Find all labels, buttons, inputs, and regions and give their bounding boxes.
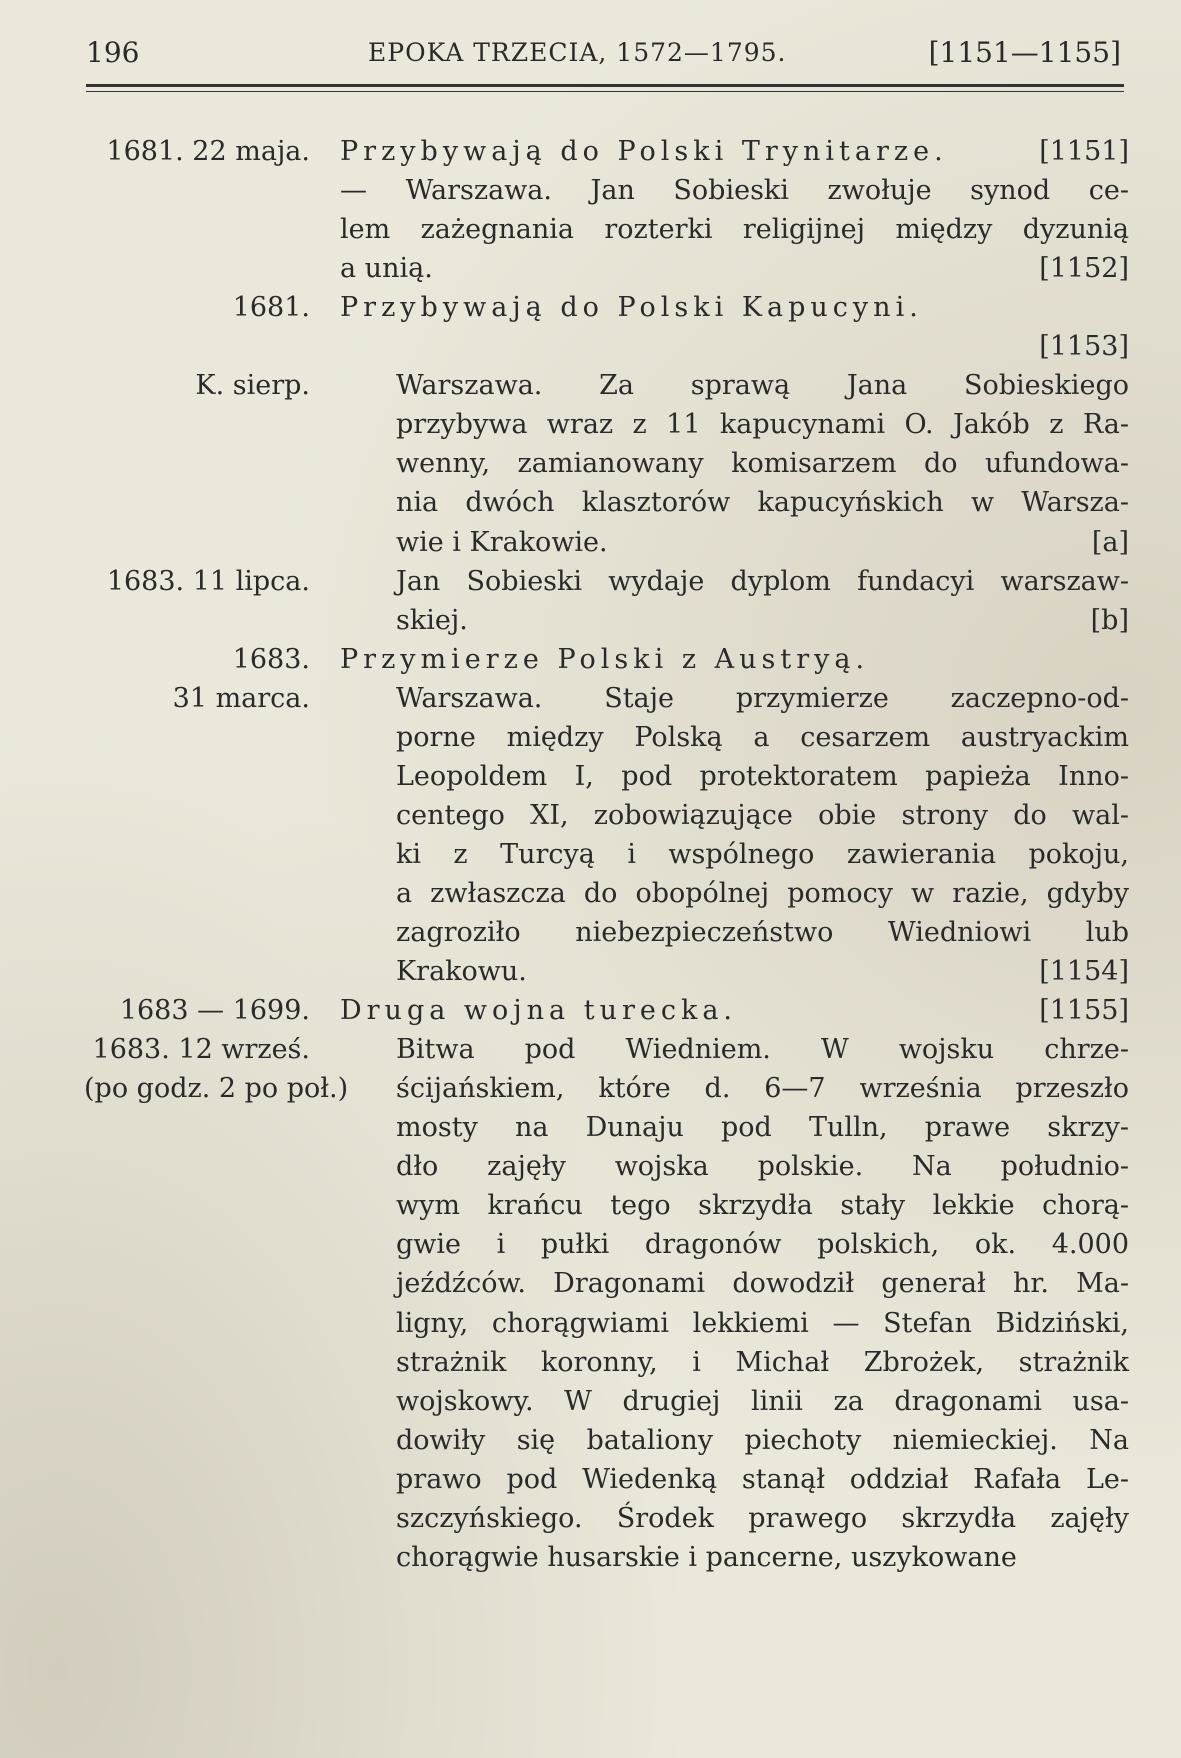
entry-text: Leopoldem I, pod protektoratem papieża Inno- (396, 760, 1129, 792)
entry-text: lem zażegnania rozterki religijnej między dyzunią (340, 214, 1129, 246)
entry-reference: [1155] (1039, 995, 1129, 1027)
entry-date: 1683. 12 wrześ. (92, 1034, 310, 1066)
entry-text: Przymierze Polski z Austryą. (340, 643, 870, 675)
entry-date: 1683 — 1699. (119, 995, 310, 1027)
chronology-line (0, 1343, 1181, 1383)
chronology-line (0, 952, 1181, 992)
entry-text: zagroziło niebezpieczeństwo Wiedniowi lub (396, 917, 1129, 948)
running-title: EPOKA TRZECIA, 1572—1795. (368, 38, 787, 67)
entry-text: mosty na Dunaju pod Tulln, prawe skrzy- (396, 1112, 1129, 1144)
entry-text: a zwłaszcza do obopólnej pomocy w razie, gdyby (396, 877, 1129, 909)
entry-date: 1681. (232, 292, 310, 324)
entry-text: Bitwa pod Wiedniem. W wojsku chrze- (396, 1034, 1129, 1066)
chronology-line (0, 523, 1181, 563)
entry-text: nia dwóch klasztorów kapucyńskich w Warsza- (396, 487, 1129, 519)
entry-text: wym krańcu tego skrzydła stały lekkie chorą- (396, 1190, 1129, 1222)
entry-reference: [1151] (1039, 136, 1129, 167)
entry-text: porne między Polską a cesarzem austryackim (396, 721, 1129, 753)
chronology-line (0, 132, 1181, 172)
chronology-line (0, 171, 1181, 211)
chronology-line (0, 483, 1181, 523)
entry-text: Druga wojna turecka. (340, 995, 737, 1027)
entry-date: K. sierp. (195, 370, 310, 402)
chronology-line (0, 796, 1181, 836)
entry-text: — Warszawa. Jan Sobieski zwołuje synod ce- (340, 175, 1129, 207)
entry-reference: [1153] (1039, 331, 1129, 363)
entry-reference: [b] (1090, 604, 1129, 636)
entry-text: chorągwie husarskie i pancerne, uszykowane (396, 1541, 1017, 1573)
entry-date: 1683. 11 lipca. (106, 565, 310, 597)
chronology-line (0, 874, 1181, 914)
entry-range: [1151—1155] (928, 36, 1121, 69)
chronology-line (0, 718, 1181, 758)
entry-text: dło zajęły wojska polskie. Na południo- (396, 1151, 1129, 1183)
chronology-line (0, 991, 1181, 1031)
chronology-line (0, 1147, 1181, 1187)
entry-date: 31 marca. (172, 682, 310, 714)
chronology-line (0, 249, 1181, 289)
entry-reference: [a] (1091, 526, 1129, 558)
running-header (0, 36, 1181, 76)
entry-text: ki z Turcyą i wspólnego zawierania pokoju, (396, 838, 1129, 870)
chronology-line (0, 1069, 1181, 1109)
chronology-line (0, 1225, 1181, 1265)
entry-text: skiej. (396, 604, 468, 636)
chronology-line (0, 1264, 1181, 1304)
entry-date: (po godz. 2 po poł.) (84, 1073, 349, 1105)
chronology-line (0, 1382, 1181, 1422)
entry-text: wenny, zamianowany komisarzem do ufundowa- (396, 448, 1129, 480)
entry-text: jeźdźców. Dragonami dowodził generał hr. Ma- (396, 1268, 1129, 1300)
entry-text: strażnik koronny, i Michał Zbrożek, strażnik (396, 1346, 1129, 1378)
chronology-line (0, 405, 1181, 445)
entry-text: a unią. (340, 253, 433, 285)
entry-date: 1683. (232, 643, 310, 675)
chronology-line (0, 1538, 1181, 1578)
chronology-line (0, 1186, 1181, 1226)
chronology-line (0, 366, 1181, 406)
chronology-line (0, 327, 1181, 367)
entry-text: wie i Krakowie. (396, 526, 608, 558)
entry-text: gwie i pułki dragonów polskich, ok. 4.000 (396, 1229, 1129, 1261)
entry-text: Warszawa. Staje przymierze zaczepno-od- (396, 682, 1129, 714)
header-rule-thick (86, 84, 1124, 87)
entry-date: 1681. 22 maja. (106, 136, 310, 167)
entry-text: dowiły się bataliony piechoty niemieckiej. Na (396, 1424, 1129, 1456)
entry-text: Krakowu. (396, 956, 527, 988)
chronology-line (0, 1460, 1181, 1500)
entry-text: centego XI, zobowiązujące obie strony do wal- (396, 799, 1129, 831)
chronology-line (0, 1499, 1181, 1539)
entry-text: Przybywają do Polski Kapucyni. (340, 292, 923, 324)
entry-text: przybywa wraz z 11 kapucynami O. Jakób z Ra- (396, 409, 1129, 441)
chronology-line (0, 679, 1181, 719)
chronology-line (0, 288, 1181, 328)
entry-text: szczyńskiego. Środek prawego skrzydła zajęły (396, 1502, 1129, 1534)
entry-text: Jan Sobieski wydaje dyplom fundacyi warszaw- (396, 565, 1129, 597)
entry-text: ligny, chorągwiami lekkiemi — Stefan Bidziński, (396, 1307, 1129, 1339)
chronology-line (0, 640, 1181, 680)
chronology-line (0, 562, 1181, 602)
chronology-line (0, 1304, 1181, 1344)
chronology-line (0, 757, 1181, 797)
chronology-line (0, 1421, 1181, 1461)
entry-text: ścijańskiem, które d. 6—7 września przeszło (396, 1073, 1129, 1105)
page-number: 196 (86, 36, 140, 69)
chronology-line (0, 210, 1181, 250)
chronology-line (0, 444, 1181, 484)
entry-reference: [1152] (1039, 253, 1129, 285)
entry-text: Przybywają do Polski Trynitarze. (340, 136, 948, 167)
entry-reference: [1154] (1039, 956, 1129, 988)
chronology-line (0, 1108, 1181, 1148)
chronology-line (0, 913, 1181, 953)
entry-text: Warszawa. Za sprawą Jana Sobieskiego (396, 370, 1129, 402)
entry-text: prawo pod Wiedenką stanął oddział Rafała Le- (396, 1463, 1129, 1495)
header-rule-thin (86, 91, 1124, 92)
chronology-line (0, 1030, 1181, 1070)
entry-text: wojskowy. W drugiej linii za dragonami usa- (396, 1385, 1129, 1417)
chronology-line (0, 835, 1181, 875)
chronology-line (0, 601, 1181, 641)
